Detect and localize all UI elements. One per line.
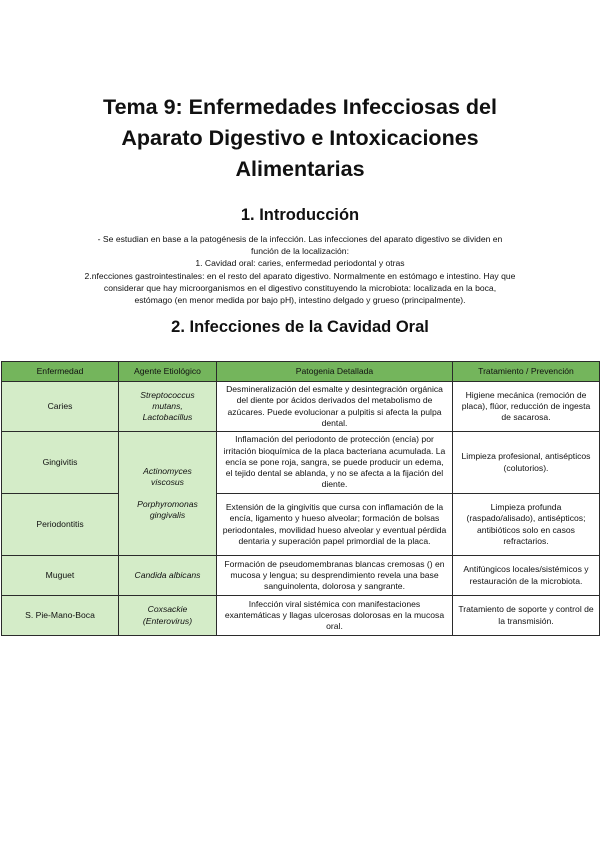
agent-line: Porphyromonas <box>137 498 198 509</box>
agent-line: Streptococcus <box>140 389 195 400</box>
agent-cell <box>119 382 217 432</box>
column-header: Patogenia Detallada <box>217 362 453 382</box>
column-header: Tratamiento / Prevención <box>453 362 600 382</box>
table-row <box>2 494 600 556</box>
shared-agent-cell <box>119 432 217 556</box>
agent-line: gingivalis <box>149 509 186 520</box>
agent-line: Actinomyces <box>143 466 192 477</box>
page-title-line: Tema 9: Enfermedades Infecciosas del <box>103 95 497 119</box>
pathogenesis-cell: Extensión de la gingivitis que cursa con inflamación de la encía, ligamento y hueso alveolar; formación de bolsas periodontales, movilidad hueso alveolar y eventual pérdida dentaria y superación papel primordial de la placa. <box>217 494 453 556</box>
intro-line: 1. Cavidad oral: caries, enfermedad periodontal y otras <box>195 258 405 269</box>
pathogenesis-cell: Infección viral sistémica con manifestaciones exantemáticas y llagas ulcerosas dolorosas en la mucosa oral. <box>217 596 453 636</box>
treatment-cell: Tratamiento de soporte y control de la transmisión. <box>453 596 600 636</box>
table-row <box>2 556 600 596</box>
agent-line: viscosus <box>151 477 184 488</box>
column-header: Enfermedad <box>2 362 119 382</box>
disease-cell: S. Pie-Mano-Boca <box>2 596 119 636</box>
disease-cell: Periodontitis <box>2 494 119 556</box>
agent-line: Lactobacillus <box>142 412 193 423</box>
table-row <box>2 596 600 636</box>
page-title <box>40 92 560 185</box>
pathogenesis-cell: Formación de pseudomembranas blancas cremosas () en mucosa y lengua; su desprendimiento revela una base sanguinolenta, dolorosa y sangrante. <box>217 556 453 596</box>
section-heading-introduccion: 1. Introducción <box>240 206 360 224</box>
intro-line: considerar que hay microorganismos en el digestivo constituyendo la microbiota: localizada en la boca, <box>103 282 497 293</box>
table-header-row <box>2 362 600 382</box>
table-row <box>2 382 600 432</box>
pathogenesis-cell: Inflamación del periodonto de protección (encía) por irritación bioquímica de la placa bacteriana acumulada. La encía se pone roja, sangra, se puede producir un edema, el tejido dental se ablanda, y no se afecta a la fijación del diente. <box>217 432 453 494</box>
agent-line: mutans, <box>152 400 183 411</box>
intro-line: 2.nfecciones gastrointestinales: en el resto del aparato digestivo. Normalmente en estómago e intestino. Hay que <box>84 270 516 281</box>
intro-line: - Se estudian en base a la patogénesis de la infección. Las infecciones del aparato digestivo se dividen en <box>97 234 503 244</box>
oral-infections-table <box>1 361 600 636</box>
treatment-cell: Higiene mecánica (remoción de placa), flúor, reducción de ingesta de sacarosa. <box>453 382 600 432</box>
page-title-line: Aparato Digestivo e Intoxicaciones <box>121 126 479 150</box>
disease-cell: Muguet <box>2 556 119 596</box>
treatment-cell: Antifúngicos locales/sistémicos y restauración de la microbiota. <box>453 556 600 596</box>
intro-line: estómago (en menor medida por bajo pH), intestino delgado y grueso (principalmente). <box>134 295 466 306</box>
treatment-cell: Limpieza profesional, antisépticos (colutorios). <box>453 432 600 494</box>
agent-cell: Candida albicans <box>119 556 217 596</box>
agent-cell <box>119 596 217 636</box>
intro-paragraph <box>40 233 560 306</box>
pathogenesis-cell: Desmineralización del esmalte y desintegración orgánica del diente por ácidos derivados del metabolismo de azúcares. Puede evolucionar a pulpitis si afecta la pulpa dental. <box>217 382 453 432</box>
agent-line: (Enterovirus) <box>142 615 193 626</box>
section-heading-cavidad-oral: 2. Infecciones de la Cavidad Oral <box>171 318 429 336</box>
agent-line: Coxsackie <box>147 604 188 615</box>
column-header: Agente Etiológico <box>119 362 217 382</box>
intro-line: función de la localización: <box>251 246 349 257</box>
treatment-cell: Limpieza profunda (raspado/alisado), antisépticos; antibióticos solo en casos refractarios. <box>453 494 600 556</box>
disease-cell: Caries <box>2 382 119 432</box>
agent-spacer <box>123 489 212 499</box>
disease-cell: Gingivitis <box>2 432 119 494</box>
table-row <box>2 432 600 494</box>
page-title-line: Alimentarias <box>235 157 365 181</box>
